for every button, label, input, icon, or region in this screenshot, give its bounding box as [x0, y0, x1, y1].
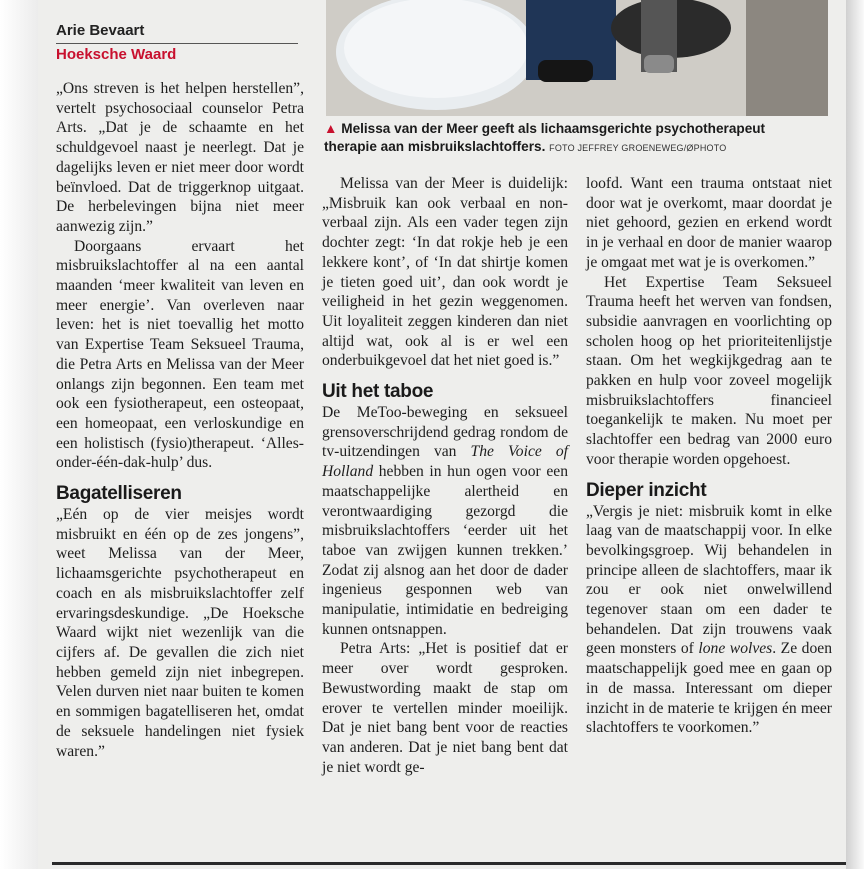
therapy-photo-illustration: [326, 0, 828, 116]
author-location: Hoeksche Waard: [56, 46, 177, 63]
byline-divider: [56, 43, 298, 44]
photo-credit: FOTO JEFFREY GROENEWEG/ØPHOTO: [549, 143, 727, 153]
column-2: [322, 174, 568, 777]
subheading-bagatelliseren: Bagatelliseren: [56, 483, 182, 505]
page-right-edge: [846, 0, 864, 869]
subheading-dieper-inzicht: Dieper inzicht: [586, 479, 707, 501]
col1-paragraph-1: „Ons streven is het helpen herstellen”, vertelt psychosociaal counselor Petra Arts. „Dat je de schaamte en het schuldgevoel naast je neerlegt. Dat je dagelijks leven er niet meer door wordt beïnvloed. Dat de triggerknop uitgaat. De herbelevingen bijna niet meer aanwezig zijn.”: [56, 80, 304, 235]
lone-wolves-phrase: lone wolves: [698, 640, 773, 658]
column-3: [586, 174, 832, 738]
col3-p3-text-b: . Ze doen maatschappelijk goed mee en gaan op in de massa. Interessant om dieper inzicht in de materie te krijgen én meer slachtoffers te voorkomen.”: [586, 640, 832, 737]
column-1: [56, 22, 304, 761]
subheading-uit-het-taboe: Uit het taboe: [322, 381, 434, 403]
page-left-margin: [0, 0, 38, 869]
col2-paragraph-1: Melissa van der Meer is duidelijk: „Misbruik kan ook verbaal en non-verbaal zijn. Als een vader tegen zijn dochter zegt: ‘In dat rokje heb je een lekkere kont’, of ‘In dat shirtje komen je tieten goed uit’, dan ook wordt je veiligheid in het gezin weggenomen. Uit loyaliteit zeggen kinderen dan niet altijd wat, ook al is er wel een onderbuikgevoel dat het niet goed is.”: [322, 175, 568, 370]
col3-p3-text-a: „Vergis je niet: misbruik komt in elke laag van de maatschappij voor. In elke bevolkingsgroep. Wij behandelen in principe alleen de slachtoffers, maar ik zou er ook niet onwelwillend tegenover staan om een dader te behandelen. Dat zijn trouwens vaak geen monsters of: [586, 502, 832, 658]
caption-triangle-icon: ▲: [324, 121, 338, 136]
article-photo: [326, 0, 828, 116]
col1-paragraph-3: „Eén op de vier meisjes wordt misbruikt en één op de zes jongens”, weet Melissa van der Meer, lichaamsgerichte psychotherapeut en coach en als misbruikslachtoffer zelf ervaringsdeskundige. „De Hoeksche Waard wijkt niet wezenlijk van die cijfers af. De gevallen die zich niet hebben gemeld zijn niet inbegrepen. Velen durven niet naar buiten te komen en sommigen bagatelliseren het, omdat de seksuele handelingen niet fysiek waren.”: [56, 506, 304, 760]
bottom-rule: [52, 862, 846, 865]
col3-paragraph-2: Het Expertise Team Seksueel Trauma heeft het werven van fondsen, subsidie aanvragen en voorlichting op scholen hoog op het prioriteitenlijstje staan. Om het wegkijkgedrag aan te pakken en hulp voor zoveel mogelijk misbruikslachtoffers financieel toegankelijk te maken. Nu moet per slachtoffer een bedrag van 2000 euro voor therapie worden opgehoest.: [586, 273, 832, 468]
caption-text: Melissa van der Meer geeft als lichaamsgerichte psychotherapeut therapie aan misbruikslachtoffers.: [324, 121, 766, 154]
col2-p2-text-b: hebben in hun ogen voor een maatschappelijke alertheid en verontwaardiging gezorgd die misbruikslachtoffers ‘eerder uit het taboe van zwijgen kunnen trekken.’ Zodat zij alsnog aan het door de dader ingenieus gesponnen web van manipulatie, intimidatie en bedreiging kunnen ontsnappen.: [322, 463, 568, 638]
col3-paragraph-3: [586, 502, 832, 738]
tv-show-title: The Voice of Holland: [322, 443, 568, 481]
col2-paragraph-2: [322, 403, 568, 639]
col3-paragraph-1: loofd. Want een trauma ontstaat niet door wat je overkomt, maar doordat je niet gehoord, gezien en erkend wordt in je verhaal en door de manier waarop je omgaat met wat je is overkomen.”: [586, 175, 832, 271]
col2-p2-text-a: De MeToo-beweging en seksueel grensoverschrijdend gedrag rondom de tv-uitzendingen van: [322, 404, 568, 461]
col1-paragraph-2: Doorgaans ervaart het misbruikslachtoffer al na een aantal maanden ‘meer kwaliteit van leven en meer energie’. Van overleven naar leven: het is niet toevallig het motto van Expertise Team Seksueel Trauma, die Petra Arts en Melissa van der Meer onlangs zijn begonnen. Een team met ook een fysiotherapeut, een osteopaat, een homeopaat, een verloskundige en een holistisch (fysio)therapeut. ‘Alles-onder-één-dak-hulp’ dus.: [56, 237, 304, 472]
photo-caption: [324, 120, 814, 157]
col2-paragraph-3: Petra Arts: „Het is positief dat er meer over wordt gesproken. Bewustwording maakt de stap om erover te vertellen minder moeilijk. Dat je niet bang bent voor de reacties van anderen. Dat je niet bang bent dat je niet wordt ge-: [322, 640, 568, 776]
author-name: Arie Bevaart: [56, 22, 145, 39]
